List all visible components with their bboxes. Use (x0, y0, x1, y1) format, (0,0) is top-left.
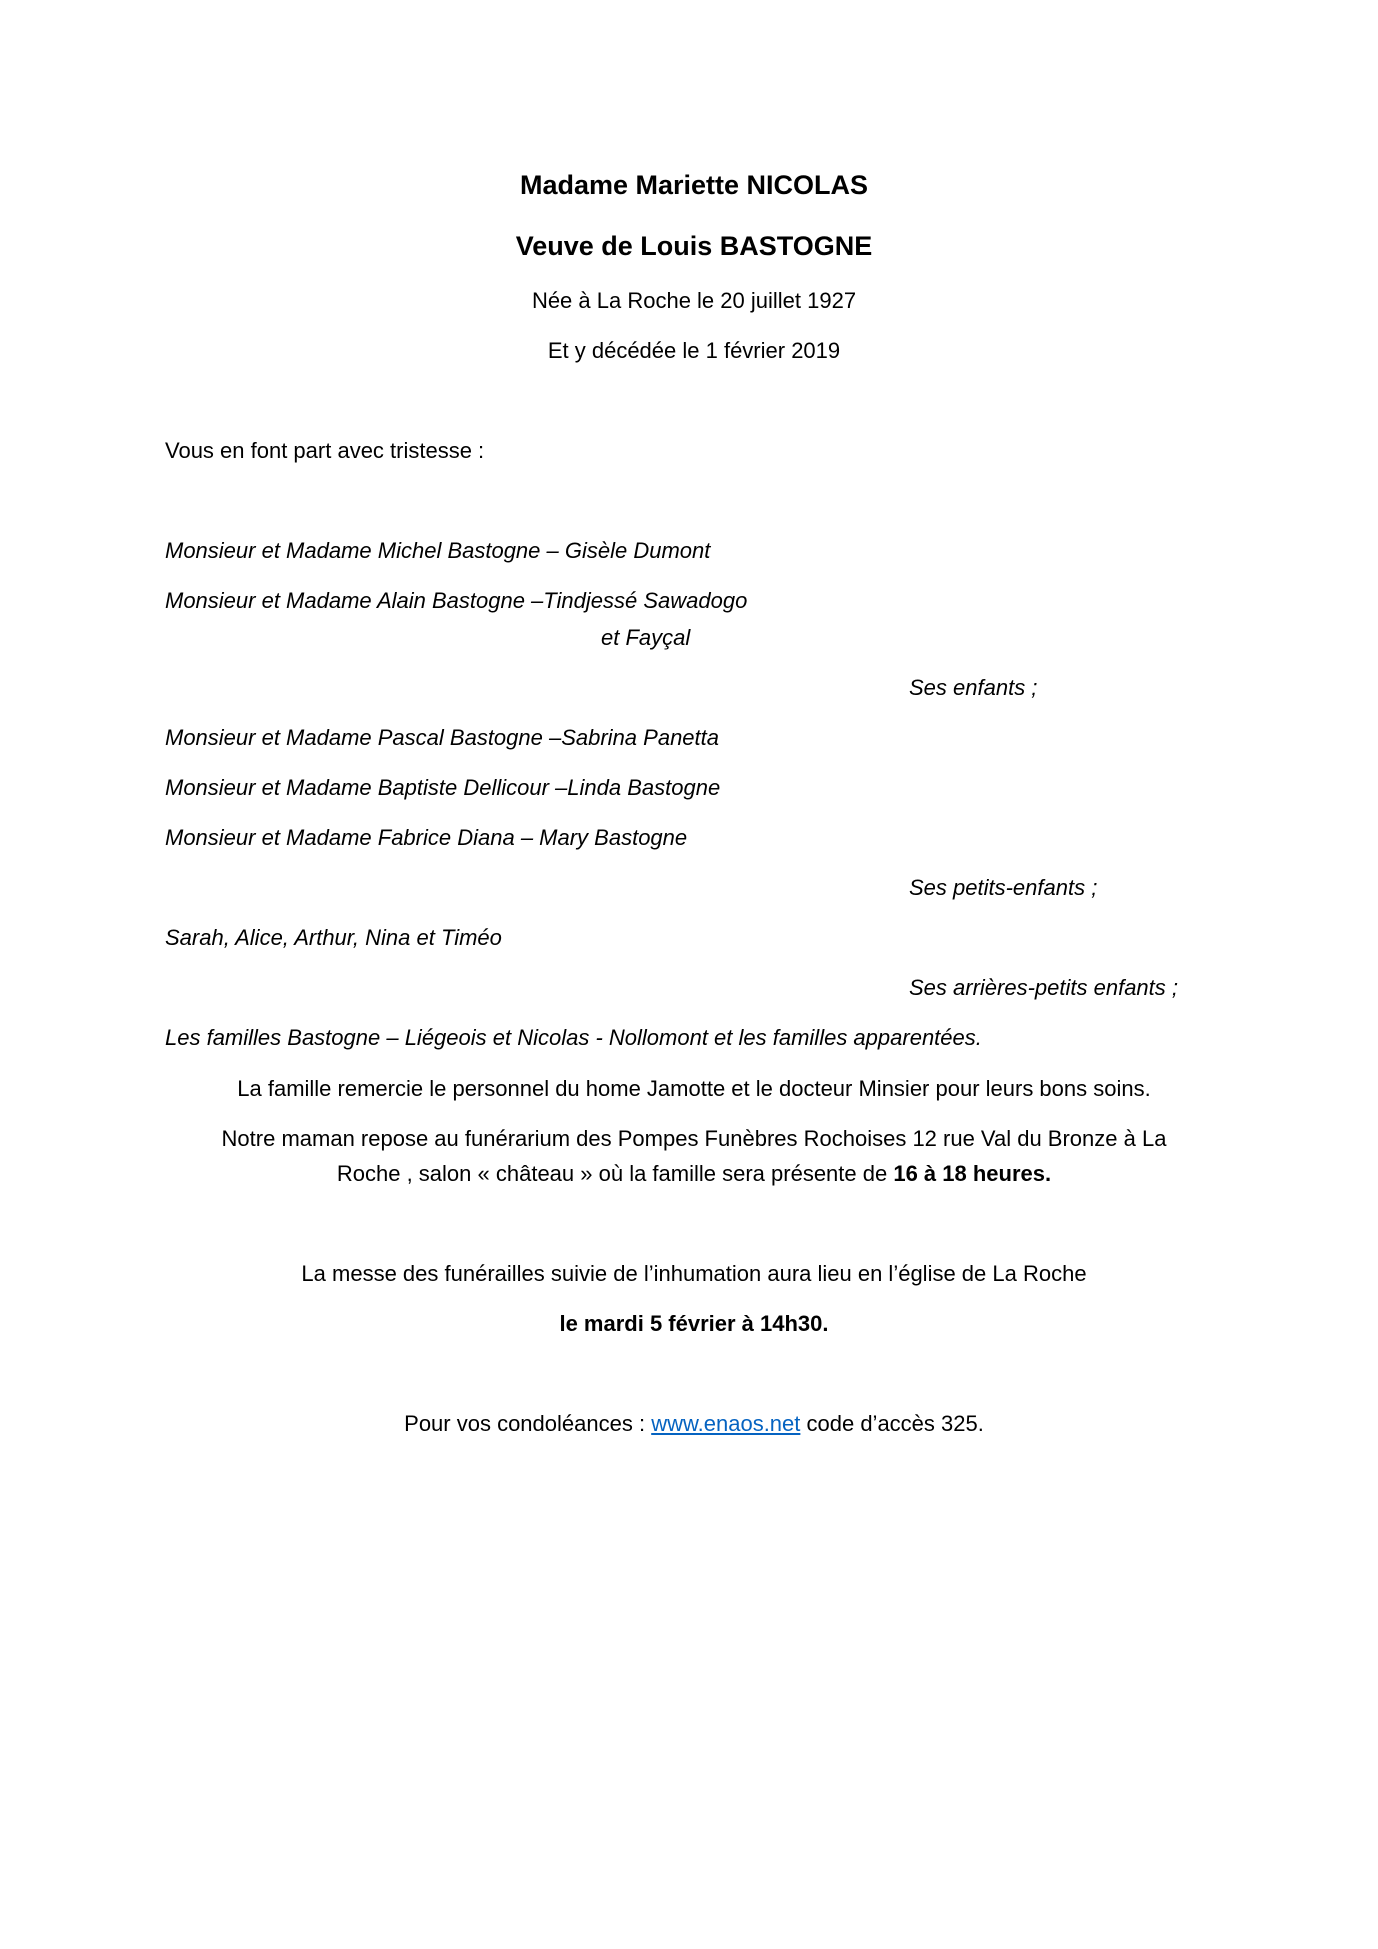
deceased-name: Madame Mariette NICOLAS (519, 170, 869, 200)
birth-line: Née à La Roche le 20 juillet 1927 (531, 288, 857, 313)
grandchild-line: Monsieur et Madame Pascal Bastogne –Sabrina Panetta (165, 725, 719, 750)
rest-line-1: Notre maman repose au funérarium des Pompes Funèbres Rochoises 12 rue Val du Bronze à La (221, 1126, 1167, 1151)
grandchildren-label: Ses petits-enfants ; (909, 875, 1098, 900)
thanks-text: La famille remercie le personnel du home Jamotte et le docteur Minsier pour leurs bons soins. (237, 1076, 1151, 1101)
mass-date: le mardi 5 février à 14h30. (559, 1311, 829, 1336)
death-line: Et y décédée le 1 février 2019 (547, 338, 841, 363)
rest-line-2 (10, 1159, 1378, 1189)
condolences-prefix: Pour vos condoléances : (404, 1411, 652, 1436)
child-line: Monsieur et Madame Michel Bastogne – Gisèle Dumont (165, 538, 711, 563)
mass-text: La messe des funérailles suivie de l’inhumation aura lieu en l’église de La Roche (301, 1261, 1087, 1286)
child-line: et Fayçal (601, 625, 691, 650)
condolences-link[interactable]: www.enaos.net (651, 1411, 801, 1436)
grandchild-line: Monsieur et Madame Baptiste Dellicour –Linda Bastogne (165, 775, 721, 800)
child-line: Monsieur et Madame Alain Bastogne –Tindjessé Sawadogo (165, 588, 748, 613)
visiting-hours: 16 à 18 heures. (893, 1161, 1052, 1186)
condolences-suffix: code d’accès 325. (800, 1411, 984, 1436)
grandchild-line: Monsieur et Madame Fabrice Diana – Mary Bastogne (165, 825, 688, 850)
great-grandchildren-line: Sarah, Alice, Arthur, Nina et Timéo (165, 925, 502, 950)
widow-of: Veuve de Louis BASTOGNE (515, 231, 873, 261)
condolences-line (10, 1409, 1378, 1439)
children-label: Ses enfants ; (909, 675, 1038, 700)
intro-text: Vous en font part avec tristesse : (165, 438, 485, 463)
great-grandchildren-label: Ses arrières-petits enfants ; (909, 975, 1179, 1000)
families-line: Les familles Bastogne – Liégeois et Nicolas - Nollomont et les familles apparentées. (165, 1025, 982, 1050)
rest-line-2-text: Roche , salon « château » où la famille sera présente de (336, 1161, 894, 1186)
